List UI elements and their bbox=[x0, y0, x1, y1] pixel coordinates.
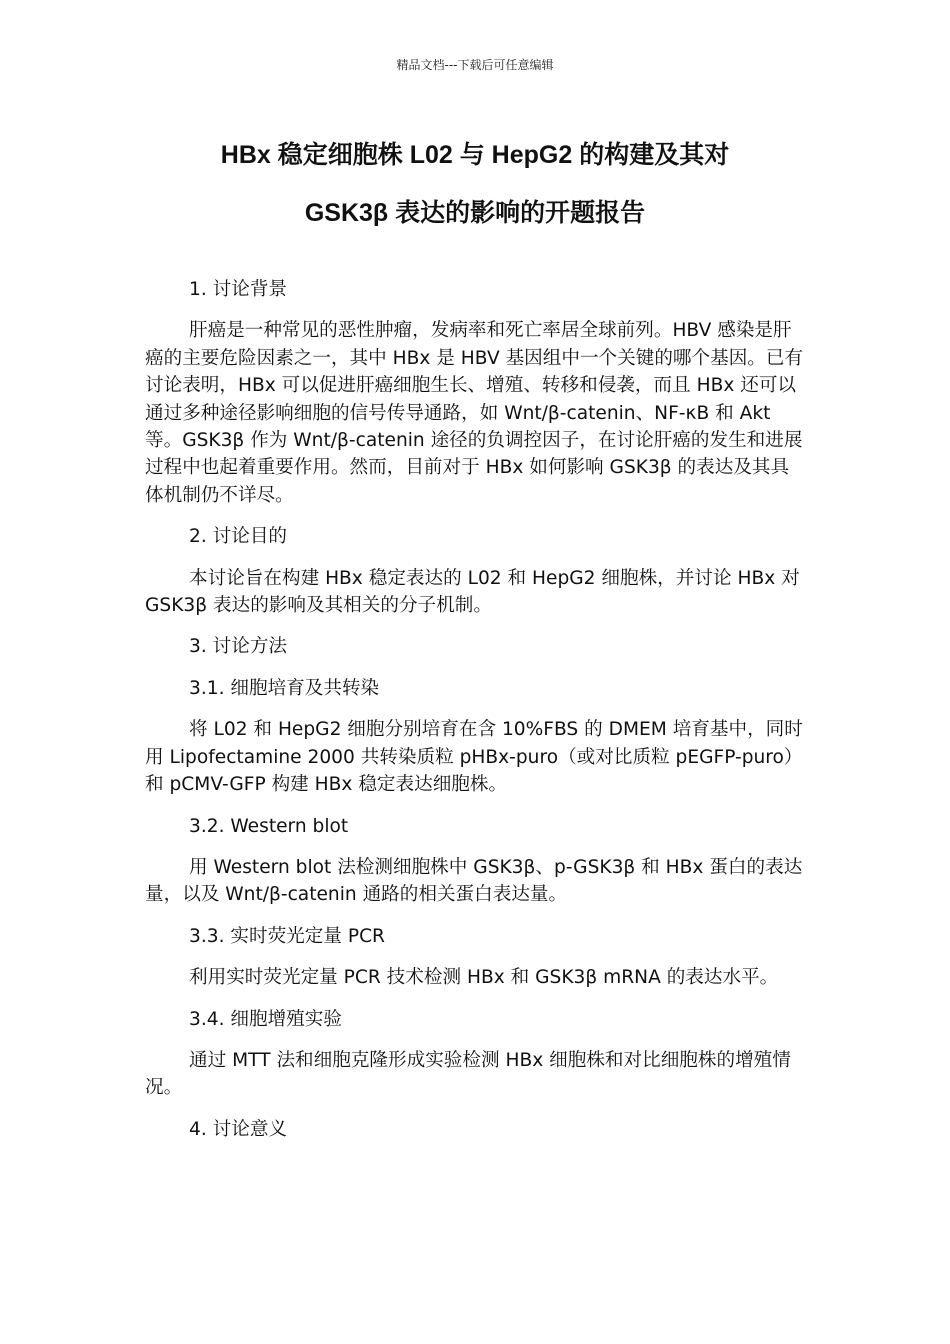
paragraph-purpose: 本讨论旨在构建 HBx 稳定表达的 L02 和 HepG2 细胞株，并讨论 HBx 对 GSK3β 表达的影响及其相关的分子机制。 bbox=[145, 567, 800, 617]
document-title-line-2: GSK3β 表达的影响的开题报告 bbox=[304, 199, 646, 227]
section-heading-significance: 4. 讨论意义 bbox=[189, 1118, 288, 1140]
subsection-heading-qpcr: 3.3. 实时荧光定量 PCR bbox=[189, 925, 385, 947]
paragraph-proliferation: 通过 MTT 法和细胞克隆形成实验检测 HBx 细胞株和对比细胞株的增殖情况。 bbox=[145, 1049, 791, 1099]
header-note: 精品文档---下载后可任意编辑 bbox=[396, 58, 554, 72]
paragraph-background: 肝癌是一种常见的恶性肿瘤，发病率和死亡率居全球前列。HBV 感染是肝癌的主要危险因素之一，其中 HBx 是 HBV 基因组中一个关键的哪个基因。已有讨论表明，HBx 可以促进肝癌细胞生长、增殖、转移和侵袭，而且 HBx 还可以通过多种途径影响细胞的信号传导通路，如 Wnt/β-catenin、NF-κB 和 Akt 等。GSK3β 作为 Wnt/β-catenin 途径的负调控因子，在讨论肝癌的发生和进展过程中也起着重要作用。然而，目前对于 HBx 如何影响 GSK3β 的表达及其具体机制仍不详尽。 bbox=[145, 320, 804, 506]
subsection-heading-western-blot: 3.2. Western blot bbox=[189, 815, 349, 837]
paragraph-qpcr: 利用实时荧光定量 PCR 技术检测 HBx 和 GSK3β mRNA 的表达水平。 bbox=[189, 967, 779, 989]
paragraph-western-blot: 用 Western blot 法检测细胞株中 GSK3β、p-GSK3β 和 HBx 蛋白的表达量，以及 Wnt/β-catenin 通路的相关蛋白表达量。 bbox=[145, 856, 803, 906]
paragraph-cell-culture: 将 L02 和 HepG2 细胞分别培育在含 10%FBS 的 DMEM 培育基中，同时用 Lipofectamine 2000 共转染质粒 pHBx-puro（或对比质粒 pEGFP-puro）和 pCMV-GFP 构建 HBx 稳定表达细胞株。 bbox=[145, 719, 803, 796]
section-heading-methods: 3. 讨论方法 bbox=[189, 636, 288, 658]
subsection-heading-proliferation: 3.4. 细胞增殖实验 bbox=[189, 1008, 342, 1030]
document-title-line-1: HBx 稳定细胞株 L02 与 HepG2 的构建及其对 bbox=[220, 141, 730, 169]
document-body bbox=[145, 276, 805, 1157]
subsection-heading-cell-culture: 3.1. 细胞培育及共转染 bbox=[189, 677, 380, 699]
section-heading-purpose: 2. 讨论目的 bbox=[189, 526, 288, 548]
section-heading-background: 1. 讨论背景 bbox=[189, 279, 288, 300]
